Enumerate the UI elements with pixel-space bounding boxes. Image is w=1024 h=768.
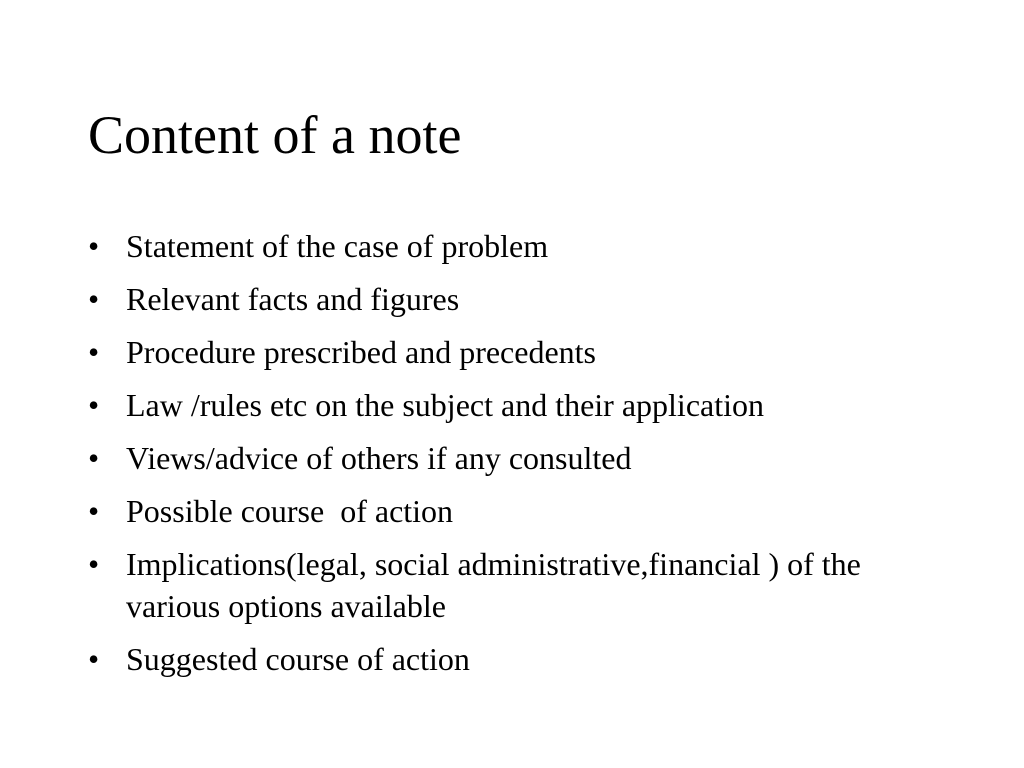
bullet-item [88, 490, 958, 532]
bullet-icon: • [88, 228, 100, 264]
bullet-icon: • [88, 546, 100, 582]
bullet-icon: • [88, 387, 100, 423]
bullet-icon: • [88, 641, 100, 677]
bullet-list [88, 225, 958, 691]
bullet-icon: • [88, 281, 100, 317]
bullet-item [88, 278, 958, 320]
bullet-text: Views/advice of others if any consulted [126, 440, 632, 476]
bullet-item [88, 384, 958, 426]
bullet-item [88, 437, 958, 479]
bullet-text: Implications(legal, social administrative,financial ) of the various options available [126, 546, 869, 624]
bullet-text: Statement of the case of problem [126, 228, 549, 264]
bullet-text: Relevant facts and figures [126, 281, 460, 317]
bullet-text: Possible course of action [126, 493, 454, 529]
bullet-icon: • [88, 440, 100, 476]
bullet-text: Suggested course of action [126, 641, 470, 677]
bullet-item [88, 543, 958, 627]
bullet-item [88, 225, 958, 267]
bullet-icon: • [88, 493, 100, 529]
bullet-item [88, 638, 958, 680]
bullet-text: Law /rules etc on the subject and their application [126, 387, 764, 423]
bullet-item [88, 331, 958, 373]
bullet-icon: • [88, 334, 100, 370]
slide-title: Content of a note [88, 105, 462, 165]
bullet-text: Procedure prescribed and precedents [126, 334, 596, 370]
